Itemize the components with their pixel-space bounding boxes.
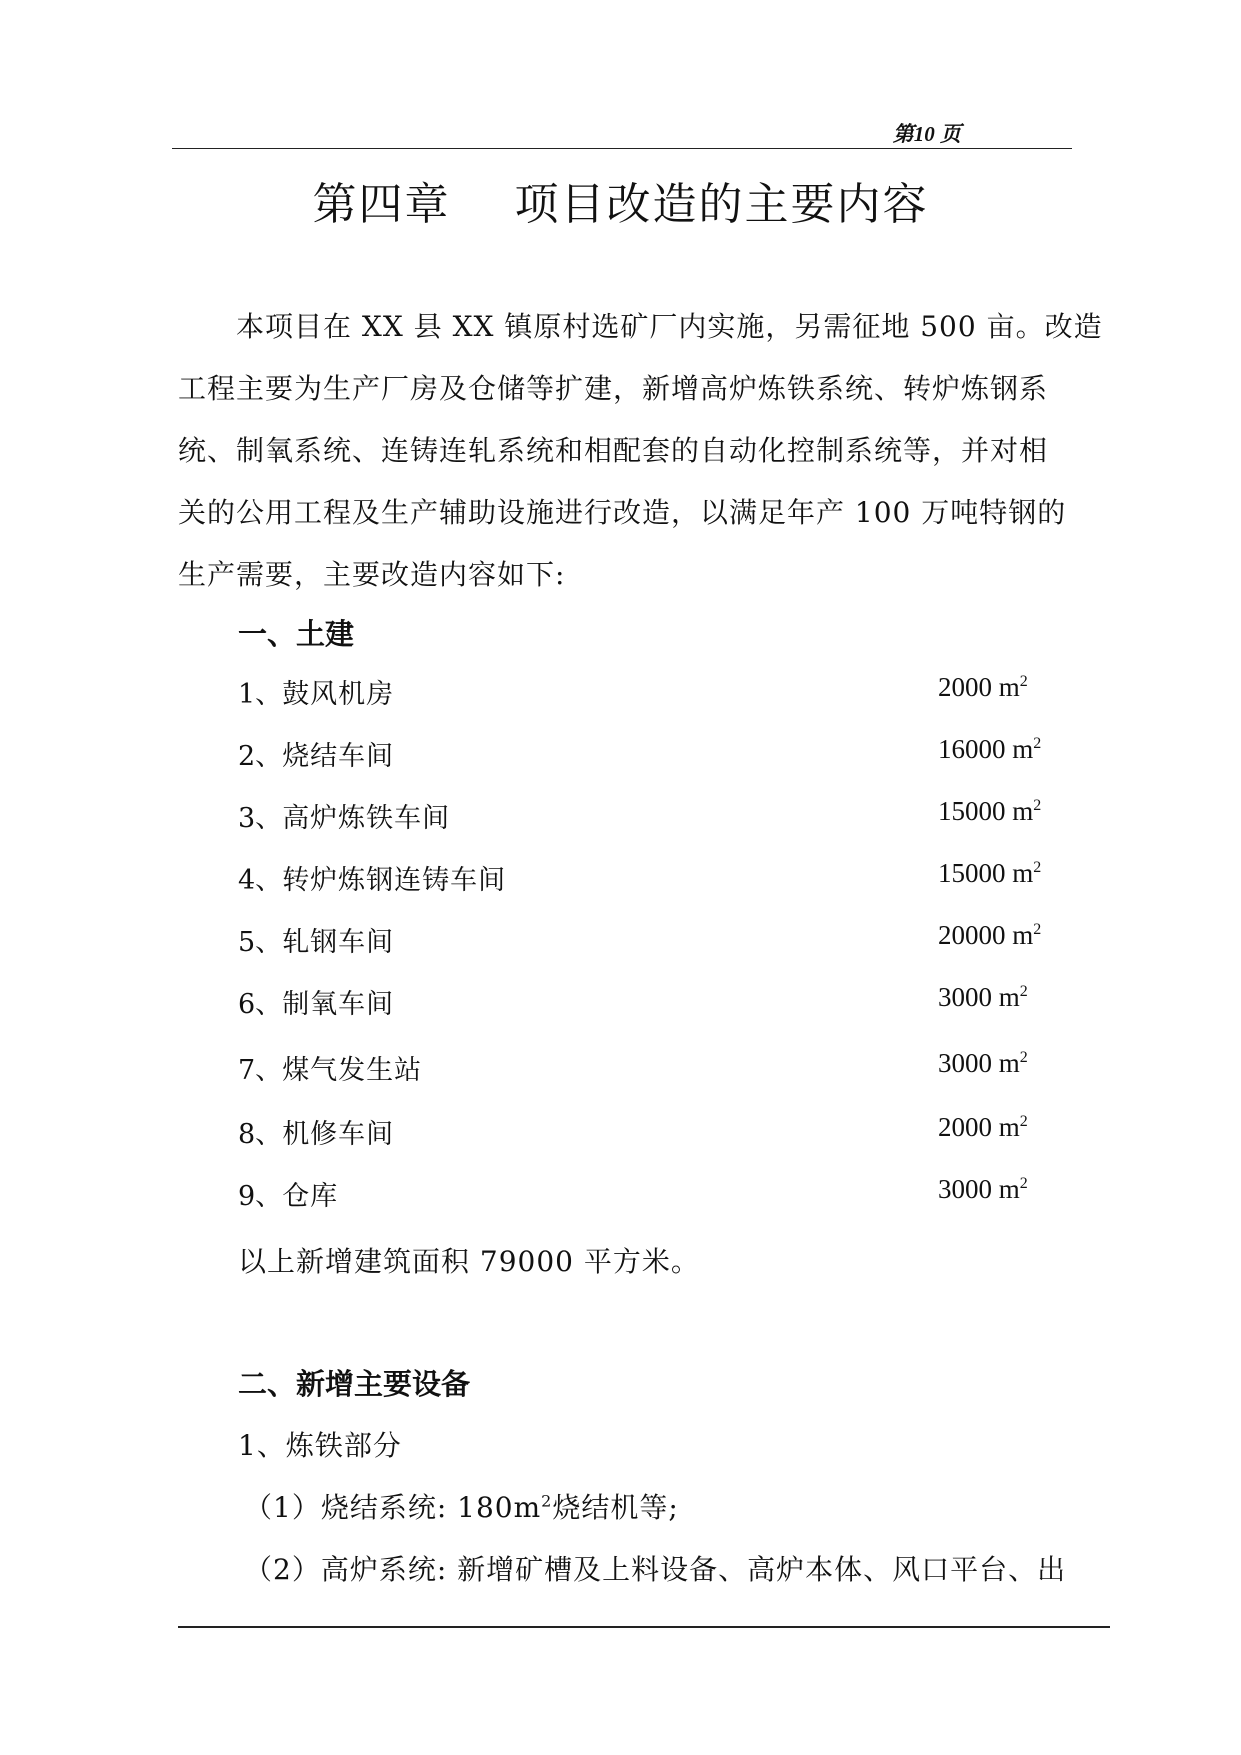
item-number: 2、 [238, 741, 283, 772]
item-area: 15000 $m^2$ [938, 796, 1042, 826]
chapter-title: 第四章 项目改造的主要内容 [312, 179, 929, 230]
list-item [238, 1048, 1028, 1087]
intro-line: 生产需要，主要改造内容如下: [178, 558, 566, 591]
equipment-line-sintering: （1）烧结系统: $180m^2$烧结机等; [244, 1491, 679, 1524]
list-item [238, 982, 1028, 1021]
section-heading-equipment: 二、新增主要设备 [238, 1367, 471, 1401]
header-rule [172, 148, 1072, 149]
item-name: 高炉炼铁车间 [282, 803, 451, 834]
item-name: 转炉炼钢连铸车间 [282, 865, 507, 896]
item-area: 16000 $m^2$ [938, 734, 1042, 764]
page-number: 第10 页 [892, 122, 961, 146]
item-area: 2000 $m^2$ [938, 672, 1028, 702]
list-item [238, 1112, 1028, 1151]
list-item [238, 920, 1042, 959]
area-summary: 以上新增建筑面积 79000 平方米。 [238, 1245, 700, 1278]
item-number: 9、 [238, 1181, 283, 1212]
item-name: 鼓风机房 [282, 679, 395, 710]
item-number: 6、 [238, 989, 283, 1020]
footer-rule [178, 1626, 1110, 1628]
intro-paragraph [178, 296, 1118, 606]
item-area: 2000 $m^2$ [938, 1112, 1028, 1142]
item-name: 烧结车间 [282, 741, 395, 772]
item-number: 3、 [238, 803, 283, 834]
item-name: 机修车间 [282, 1119, 395, 1150]
section-heading-civil: 一、土建 [238, 617, 355, 651]
list-item [238, 734, 1042, 773]
item-area: 3000 $m^2$ [938, 1174, 1028, 1204]
item-number: 5、 [238, 927, 283, 958]
intro-line: 统、制氧系统、连铸连轧系统和相配套的自动化控制系统等，并对相 [178, 434, 1049, 467]
intro-line: 本项目在 XX 县 XX 镇原村选矿厂内实施，另需征地 500 亩。改造 [178, 310, 1103, 343]
item-number: 7、 [238, 1055, 283, 1086]
item-name: 制氧车间 [282, 989, 395, 1020]
item-name: 煤气发生站 [282, 1055, 423, 1086]
item-area: 3000 $m^2$ [938, 1048, 1028, 1078]
subsection-ironmaking: 1、炼铁部分 [238, 1429, 402, 1462]
list-item [238, 796, 1042, 835]
item-name: 轧钢车间 [282, 927, 395, 958]
intro-line: 工程主要为生产厂房及仓储等扩建，新增高炉炼铁系统、转炉炼钢系 [178, 372, 1049, 405]
item-area: 20000 $m^2$ [938, 920, 1042, 950]
item-number: 8、 [238, 1119, 283, 1150]
item-area: 3000 $m^2$ [938, 982, 1028, 1012]
item-number: 4、 [238, 865, 283, 896]
intro-line: 关的公用工程及生产辅助设施进行改造，以满足年产 100 万吨特钢的 [178, 496, 1067, 529]
list-item [238, 858, 1042, 897]
equipment-line-blast-furnace: （2）高炉系统: 新增矿槽及上料设备、高炉本体、风口平台、出 [244, 1553, 1067, 1586]
list-item [238, 1174, 1028, 1213]
list-item [238, 672, 1028, 711]
item-number: 1、 [238, 679, 283, 710]
item-name: 仓库 [282, 1181, 339, 1212]
item-area: 15000 $m^2$ [938, 858, 1042, 888]
